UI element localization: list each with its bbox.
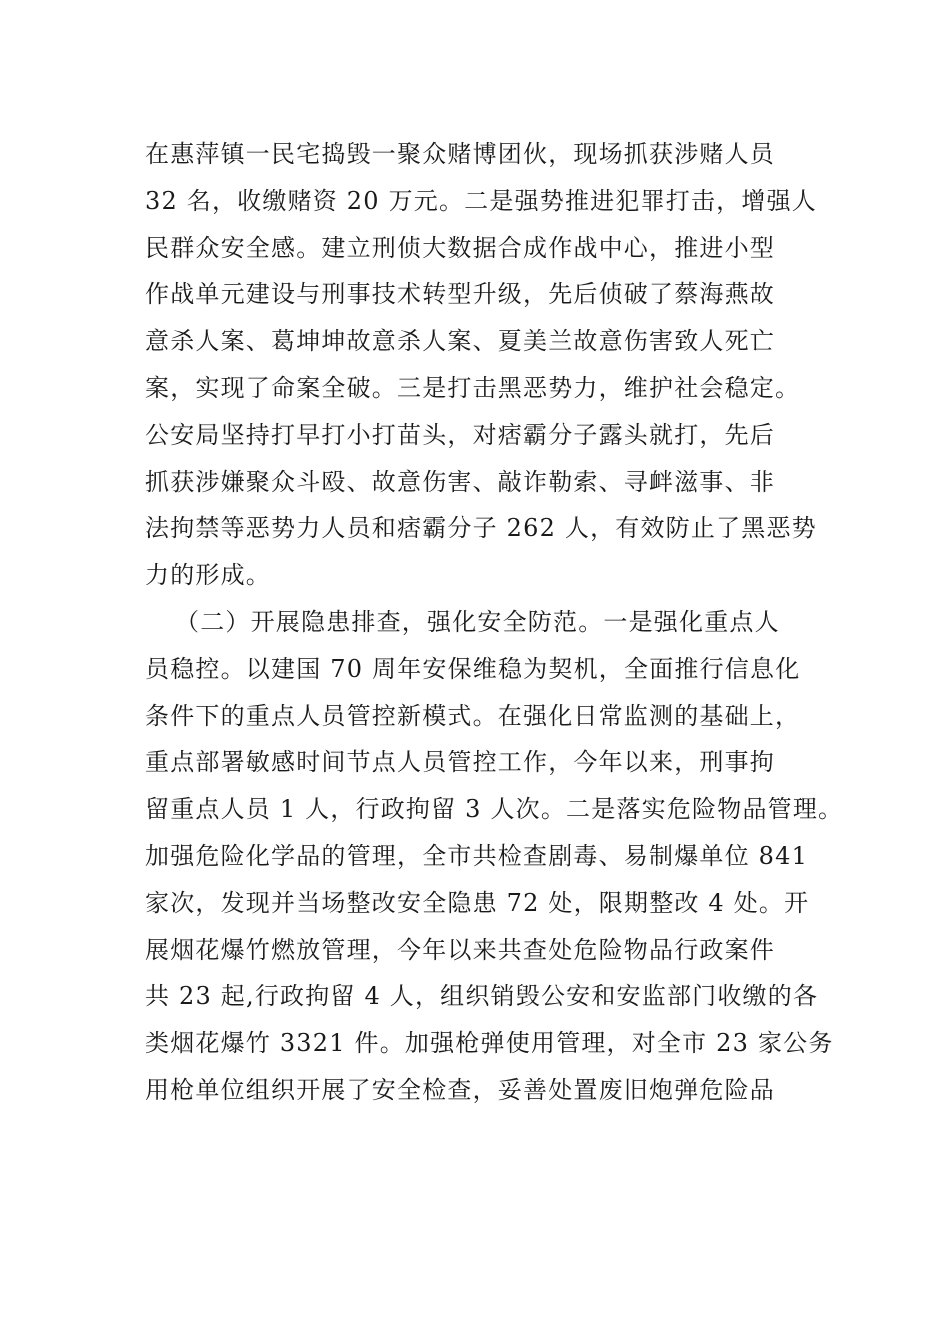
- text-line: 展烟花爆竹燃放管理，今年以来共查处危险物品行政案件: [145, 935, 775, 964]
- text-line: 案，实现了命案全破。三是打击黑恶势力，维护社会稳定。: [145, 373, 801, 402]
- text-line: 力的形成。: [145, 561, 271, 590]
- text-line: 重点部署敏感时间节点人员管控工作，今年以来，刑事拘: [145, 748, 775, 777]
- text-line: 法拘禁等恶势力人员和痞霸分子 262 人，有效防止了黑恶势: [145, 514, 817, 543]
- text-line: 共 23 起,行政拘留 4 人，组织销毁公安和安监部门收缴的各: [145, 982, 819, 1011]
- text-line: 32 名，收缴赌资 20 万元。二是强势推进犯罪打击，增强人: [145, 186, 817, 215]
- text-line: 民群众安全感。建立刑侦大数据合成作战中心，推进小型: [145, 233, 775, 262]
- text-line: 加强危险化学品的管理，全市共检查剧毒、易制爆单位 841: [145, 841, 809, 870]
- text-line: 用枪单位组织开展了安全检查，妥善处置废旧炮弹危险品: [145, 1075, 775, 1104]
- text-line: 留重点人员 1 人，行政拘留 3 人次。二是落实危险物品管理。: [145, 795, 844, 824]
- text-line: 类烟花爆竹 3321 件。加强枪弹使用管理，对全市 23 家公务: [145, 1029, 834, 1058]
- text-line: 在惠萍镇一民宅捣毁一聚众赌博团伙，现场抓获涉赌人员: [145, 140, 775, 168]
- text-line: 公安局坚持打早打小打苗头，对痞霸分子露头就打，先后: [145, 420, 775, 449]
- text-line: 作战单元建设与刑事技术转型升级，先后侦破了蔡海燕故: [145, 280, 775, 309]
- text-line: 员稳控。以建国 70 周年安保维稳为契机，全面推行信息化: [145, 654, 801, 683]
- text-line: 意杀人案、葛坤坤故意杀人案、夏美兰故意伤害致人死亡: [145, 327, 775, 356]
- text-line: 家次，发现并当场整改安全隐患 72 处，限期整改 4 处。开: [145, 888, 810, 917]
- section-heading-line: （二）开展隐患排查，强化安全防范。一是强化重点人: [175, 607, 780, 636]
- text-line: 条件下的重点人员管控新模式。在强化日常监测的基础上，: [145, 701, 801, 730]
- text-line: 抓获涉嫌聚众斗殴、故意伤害、敲诈勒索、寻衅滋事、非: [145, 467, 775, 496]
- body-text: [145, 131, 844, 1114]
